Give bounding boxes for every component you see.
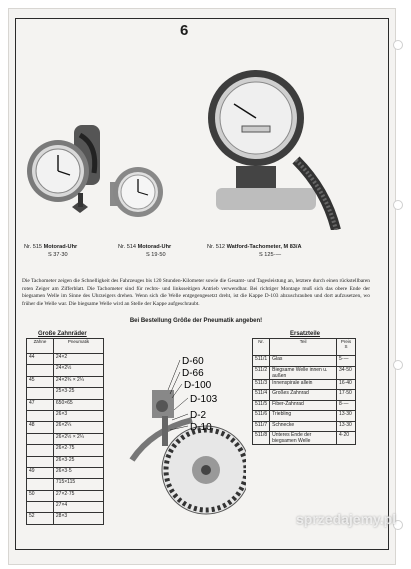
spare-part-cell: Biegsame Welle innen u. außen	[270, 366, 337, 379]
gears-tire-cell: 28×3	[53, 513, 103, 524]
gears-header-teeth: Zähne	[27, 339, 54, 354]
gears-teeth-cell	[27, 456, 54, 467]
description-text: Die Tachometer zeigen die Schnelligkeit des Fahrzeuges bis 120 Stunden-Kilometer sowie die Gesamt- und Tagesleistung an, letztere durch einen rückstellbaren roten Zeiger am Zifferblatt. Die Tachometer sind für rechts- und linksseitigen Antrieb verwendbar. Bei richtiger Montage muß sich das obere Ende der biegsamen Welle im Sinne des Uhrzeigers drehen. Wenn sich die Welle entgegengesetzt dreht, ist die Kappe D-103 abzuschrauben und dort aufzusetzen, wo früher die Welle war. Die biegsame Welle wird an Stelle der Kappe aufgeschraubt.	[22, 278, 370, 308]
spare-part-cell: Schnecke	[270, 421, 337, 432]
table-row	[27, 376, 104, 387]
gears-teeth-cell	[27, 445, 54, 456]
gears-teeth-cell: 47	[27, 399, 54, 410]
table-row	[253, 390, 356, 401]
gears-teeth-cell	[27, 502, 54, 513]
table-row	[253, 356, 356, 367]
spare-header-nr: Nr.	[253, 339, 270, 356]
spare-nr-cell: 511/3	[253, 379, 270, 390]
gears-teeth-cell: 44	[27, 354, 54, 365]
table-row	[27, 388, 104, 399]
spare-price-cell: 34·50	[337, 366, 356, 379]
spare-part-cell: Glas	[270, 356, 337, 367]
table-row	[253, 400, 356, 411]
table-row	[253, 379, 356, 390]
table-row	[27, 410, 104, 421]
gears-teeth-cell: 50	[27, 490, 54, 501]
gears-teeth-cell: 49	[27, 467, 54, 478]
gears-tire-cell: 26×3·5	[53, 467, 103, 478]
speedometer-drive-diagram	[122, 350, 246, 518]
diagram-label: D-100	[184, 380, 212, 391]
table-row	[27, 399, 104, 410]
spare-nr-cell: 511/5	[253, 400, 270, 411]
table-row	[253, 411, 356, 422]
table-row	[27, 433, 104, 444]
punch-hole	[393, 200, 403, 210]
gears-teeth-cell	[27, 479, 54, 490]
gears-tire-cell: 26×2¼	[53, 422, 103, 433]
spare-nr-cell: 511/7	[253, 421, 270, 432]
watermark: sprzedajemy.pl	[296, 511, 397, 527]
gears-tire-cell: 715×115	[53, 479, 103, 490]
table-row	[27, 456, 104, 467]
spare-price-cell: 13·30	[337, 411, 356, 422]
gears-tire-cell: 26×2½ × 2¼	[53, 433, 103, 444]
gears-tire-cell: 24×2½	[53, 365, 103, 376]
punch-hole	[393, 40, 403, 50]
table-row	[27, 354, 104, 365]
order-note: Bei Bestellung Größe der Pneumatik angeben!	[129, 318, 263, 324]
table-row	[27, 365, 104, 376]
gears-tire-cell: 25×3·25	[53, 388, 103, 399]
gears-tire-cell: 26×3	[53, 410, 103, 421]
spare-nr-cell: 511/8	[253, 432, 270, 445]
gears-teeth-cell	[27, 410, 54, 421]
table-row	[253, 366, 356, 379]
spare-price-cell: 8·—	[337, 400, 356, 411]
table-row	[27, 513, 104, 524]
gears-tire-cell: 27×2·75	[53, 490, 103, 501]
product-caption-514: Nr. 514 Motorad-Uhr S 19·50	[118, 244, 172, 258]
diagram-label: D-103	[190, 394, 218, 405]
spare-part-cell: Triebling	[270, 411, 337, 422]
motorcycle-clock-photo	[24, 115, 106, 223]
spare-part-cell: Großes Zahnrad	[270, 390, 337, 401]
spare-price-cell: 4·20	[337, 432, 356, 445]
gears-teeth-cell: 48	[27, 422, 54, 433]
gears-header-tire: Pneumatik	[53, 339, 103, 354]
page-number: 6	[180, 22, 189, 39]
spare-header-part: Teil	[270, 339, 337, 356]
gears-tire-cell: 650×65	[53, 399, 103, 410]
table-row	[253, 421, 356, 432]
gears-tire-cell: 26×3·25	[53, 456, 103, 467]
spare-price-cell: 16·40	[337, 379, 356, 390]
table-row	[253, 432, 356, 445]
table-row	[27, 445, 104, 456]
spare-nr-cell: 511/2	[253, 366, 270, 379]
diagram-label: D-66	[182, 368, 204, 379]
small-motorcycle-clock-photo	[106, 160, 168, 224]
tachometer-photo	[196, 70, 356, 230]
gears-teeth-cell: 45	[27, 376, 54, 387]
spare-price-cell: 13·30	[337, 421, 356, 432]
gears-tire-cell: 24×2	[53, 354, 103, 365]
gears-teeth-cell	[27, 388, 54, 399]
spare-header-price: Preis S	[337, 339, 356, 356]
gears-teeth-cell	[27, 365, 54, 376]
punch-hole	[393, 360, 403, 370]
gears-tire-cell: 24×2¾ × 2¼	[53, 376, 103, 387]
diagram-label: D-2	[190, 410, 207, 421]
gears-tire-cell: 27×4	[53, 502, 103, 513]
spare-part-cell: Innenspirale allein	[270, 379, 337, 390]
spare-price-cell: 17·50	[337, 390, 356, 401]
gears-title: Große Zahnräder	[38, 331, 87, 337]
gears-teeth-cell: 52	[27, 513, 54, 524]
spare-nr-cell: 511/6	[253, 411, 270, 422]
spare-nr-cell: 511/1	[253, 356, 270, 367]
table-row	[27, 479, 104, 490]
diagram-label: D-60	[182, 356, 204, 367]
spare-price-cell: 5·—	[337, 356, 356, 367]
spare-part-cell: Unteres Ende der biegsamen Welle	[270, 432, 337, 445]
product-caption-515: Nr. 515 Motorad-Uhr S 37·30	[24, 244, 78, 258]
gears-tire-cell: 26×2·75	[53, 445, 103, 456]
table-row	[27, 502, 104, 513]
table-row	[27, 467, 104, 478]
spare-part-cell: Fiber-Zahnrad	[270, 400, 337, 411]
spare-nr-cell: 511/4	[253, 390, 270, 401]
product-caption-512: Nr. 512 Watford-Tachometer, M 83/A S 125·—	[207, 244, 302, 258]
diagram-label: D-10	[190, 422, 212, 433]
gears-teeth-cell	[27, 433, 54, 444]
table-row	[27, 422, 104, 433]
spare-parts-title: Ersatzteile	[290, 331, 321, 337]
gears-table	[26, 338, 104, 525]
spare-parts-table	[252, 338, 356, 445]
table-row	[27, 490, 104, 501]
